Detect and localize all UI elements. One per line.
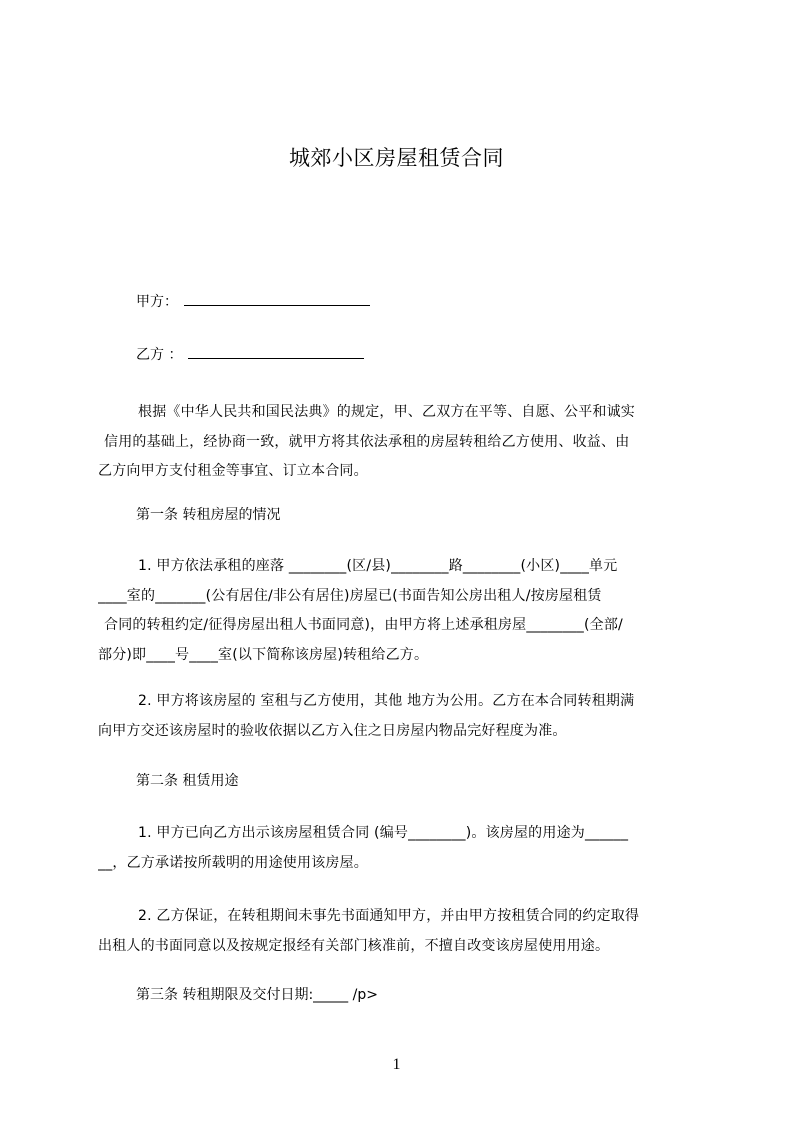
article-2-item-2-line-1: 2. 乙方保证，在转租期间未事先书面通知甲方，并由甲方按租赁合同的约定取得 bbox=[138, 908, 640, 924]
article-2-item-1-line-2: __，乙方承诺按所载明的用途使用该房屋。 bbox=[98, 854, 368, 871]
intro-line-2: 信用的基础上，经协商一致，就甲方将其依法承租的房屋转租给乙方使用、收益、由 bbox=[104, 433, 630, 450]
article-1-item-2 bbox=[98, 687, 708, 746]
party-a-blank bbox=[184, 291, 370, 306]
article-2-item-2-line-2: 出租人的书面同意以及按规定报经有关部门核准前，不擅自改变该房屋使用用途。 bbox=[98, 937, 610, 954]
intro-paragraph bbox=[98, 398, 708, 487]
article-3-heading: 第三条 转租期限及交付日期:_____ /p> bbox=[136, 987, 378, 1003]
article-2-item-1-line-1: 1. 甲方已向乙方出示该房屋租赁合同 (编号________)。该房屋的用途为______ bbox=[138, 825, 629, 841]
article-1-item-1-line-3: 合同的转租约定/征得房屋出租人书面同意)，由甲方将上述承租房屋________(全部/ bbox=[104, 617, 623, 633]
party-a-label: 甲方： bbox=[136, 294, 178, 310]
article-1-item-1-line-4: 部分)即____号____室(以下简称该房屋)转租给乙方。 bbox=[98, 646, 429, 663]
article-1-heading: 第一条 转租房屋的情况 bbox=[136, 507, 281, 523]
intro-line-3: 乙方向甲方支付租金等事宜、订立本合同。 bbox=[98, 463, 368, 479]
page-number: 1 bbox=[392, 1056, 401, 1073]
page-title: 城郊小区房屋租赁合同 bbox=[289, 146, 504, 170]
article-2-item-2 bbox=[98, 902, 708, 961]
article-1-item-1-line-1: 1. 甲方依法承租的座落 ________(区/县)________路________(小区)____单元 bbox=[138, 558, 618, 574]
article-1-item-1-line-2: ____室的_______(公有居住/非公有居住)房屋已(书面告知公房出租人/按房屋租赁 bbox=[98, 587, 602, 604]
party-a-line bbox=[136, 291, 756, 312]
article-2-item-1 bbox=[98, 819, 708, 878]
party-b-label: 乙方 ： bbox=[136, 347, 183, 363]
intro-line-1: 根据《中华人民共和国民法典》的规定，甲、乙双方在平等、自愿、公平和诚实 bbox=[138, 404, 635, 420]
article-2-heading: 第二条 租赁用途 bbox=[136, 773, 239, 789]
article-1-item-2-line-1: 2. 甲方将该房屋的 室租与乙方使用，其他 地方为公用。乙方在本合同转租期满 bbox=[138, 693, 635, 709]
article-1-item-2-line-2: 向甲方交还该房屋时的验收依据以乙方入住之日房屋内物品完好程度为准。 bbox=[98, 722, 567, 739]
party-b-blank bbox=[188, 344, 364, 359]
article-1-item-1 bbox=[98, 552, 708, 670]
party-b-line bbox=[136, 344, 756, 365]
